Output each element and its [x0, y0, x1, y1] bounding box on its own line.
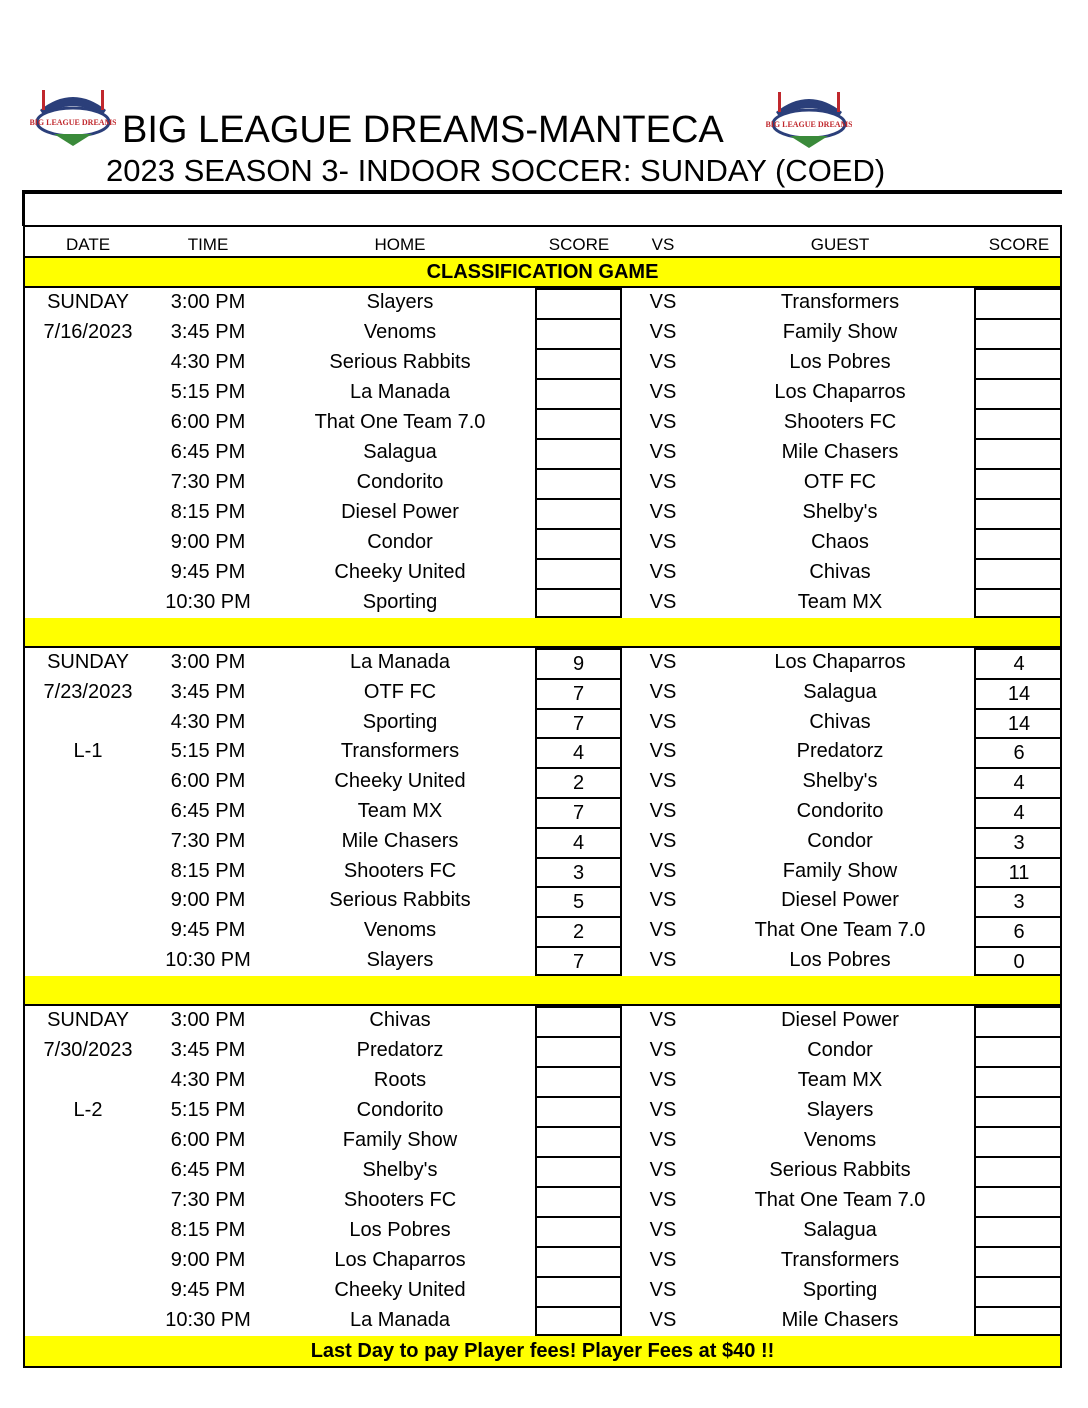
schedule-section-7-16: [25, 288, 1060, 618]
home-team: Predatorz: [356, 1038, 444, 1061]
guest-score-box: [974, 1306, 1062, 1336]
game-row: [25, 916, 1060, 946]
guest-score-box: 3: [974, 827, 1062, 857]
vs-label: VS: [649, 381, 677, 403]
game-row: [25, 528, 1060, 558]
date-cell: 7/23/2023: [43, 680, 133, 703]
title-divider-box: [22, 190, 1062, 226]
home-score-box: [535, 1156, 622, 1186]
vs-label: VS: [649, 411, 677, 433]
time-cell: 6:00 PM: [170, 411, 246, 433]
game-row: [25, 318, 1060, 348]
guest-score-box: [974, 438, 1062, 468]
vs-label: VS: [649, 441, 677, 463]
home-score-box: [535, 408, 622, 438]
guest-score-box: [974, 288, 1062, 318]
time-cell: 3:45 PM: [170, 1038, 246, 1061]
home-score-box: [535, 1306, 622, 1336]
time-cell: 9:45 PM: [170, 1278, 246, 1301]
home-score-box: 4: [535, 827, 622, 857]
home-team: Cheeky United: [334, 770, 466, 793]
vs-label: VS: [649, 591, 677, 613]
game-row: [25, 1036, 1060, 1066]
time-cell: 6:00 PM: [170, 770, 246, 793]
page-subtitle: 2023 SEASON 3- INDOOR SOCCER: SUNDAY (COED): [106, 153, 886, 188]
header-guest-score: SCORE: [988, 235, 1050, 254]
page-title: BIG LEAGUE DREAMS-MANTECA: [122, 109, 724, 151]
game-row: [25, 797, 1060, 827]
home-score-box: 7: [535, 708, 622, 738]
vs-label: VS: [649, 829, 677, 852]
home-team: Venoms: [363, 919, 437, 942]
home-score-box: [535, 1006, 622, 1036]
home-score-box: [535, 498, 622, 528]
vs-label: VS: [649, 531, 677, 553]
guest-score-box: [974, 348, 1062, 378]
game-row: [25, 857, 1060, 887]
time-cell: 10:30 PM: [165, 948, 251, 971]
home-score-box: 7: [535, 797, 622, 827]
home-team: Sporting: [362, 710, 438, 733]
vs-label: VS: [649, 501, 677, 523]
guest-team: Salagua: [803, 680, 877, 703]
guest-score-box: 3: [974, 886, 1062, 916]
guest-team: Shelby's: [802, 501, 878, 523]
guest-score-box: [974, 1006, 1062, 1036]
guest-team: Chaos: [811, 531, 869, 553]
time-cell: 6:45 PM: [170, 441, 246, 463]
home-team: Los Chaparros: [334, 1248, 466, 1271]
home-team: La Manada: [349, 381, 451, 403]
guest-team: Team MX: [797, 1068, 883, 1091]
vs-label: VS: [649, 1158, 677, 1181]
date-cell: 7/30/2023: [43, 1038, 133, 1061]
home-team: Cheeky United: [334, 561, 466, 583]
date-cell: 7/16/2023: [43, 321, 133, 343]
guest-team: Chivas: [809, 561, 871, 583]
guest-score-box: [974, 1126, 1062, 1156]
home-score-box: 7: [535, 678, 622, 708]
guest-team: Family Show: [782, 321, 898, 343]
game-row: [25, 468, 1060, 498]
vs-label: VS: [649, 471, 677, 493]
guest-score-box: 11: [974, 857, 1062, 887]
guest-team: Salagua: [803, 1218, 877, 1241]
game-row: [25, 1006, 1060, 1036]
home-team: Cheeky United: [334, 1278, 466, 1301]
date-cell: SUNDAY: [47, 651, 129, 673]
date-cell: SUNDAY: [47, 1008, 129, 1031]
section-separator: [25, 618, 1060, 648]
home-score-box: 4: [535, 737, 622, 767]
date-cell: SUNDAY: [47, 291, 129, 313]
game-row: [25, 1276, 1060, 1306]
guest-score-box: [974, 378, 1062, 408]
home-score-box: [535, 1246, 622, 1276]
guest-score-box: [974, 1036, 1062, 1066]
svg-text:BIG LEAGUE DREAMS: BIG LEAGUE DREAMS: [30, 118, 116, 127]
time-cell: 5:15 PM: [170, 381, 246, 403]
guest-score-box: [974, 1186, 1062, 1216]
home-score-box: [535, 438, 622, 468]
time-cell: 9:00 PM: [170, 889, 246, 912]
home-team: Transformers: [340, 740, 460, 763]
guest-score-box: [974, 1156, 1062, 1186]
time-cell: 6:45 PM: [170, 1158, 246, 1181]
home-team: Team MX: [357, 799, 443, 822]
guest-score-box: 0: [974, 946, 1062, 976]
vs-label: VS: [649, 680, 677, 703]
time-cell: 5:15 PM: [170, 740, 246, 763]
home-team: La Manada: [349, 651, 451, 673]
home-score-box: 2: [535, 916, 622, 946]
guest-team: Diesel Power: [781, 1008, 899, 1031]
home-score-box: 7: [535, 946, 622, 976]
header-vs: VS: [651, 235, 675, 254]
time-cell: 8:15 PM: [170, 859, 246, 882]
game-row: [25, 737, 1060, 767]
home-score-box: [535, 1276, 622, 1306]
time-cell: 9:45 PM: [170, 561, 246, 583]
guest-score-box: [974, 558, 1062, 588]
guest-team: That One Team 7.0: [754, 1188, 926, 1211]
home-team: Serious Rabbits: [329, 351, 471, 373]
guest-team: Mile Chasers: [781, 441, 899, 463]
time-cell: 5:15 PM: [170, 1098, 246, 1121]
guest-team: Los Pobres: [789, 948, 891, 971]
home-score-box: [535, 558, 622, 588]
guest-score-box: [974, 498, 1062, 528]
time-cell: 3:00 PM: [170, 291, 246, 313]
guest-team: Los Chaparros: [774, 651, 906, 673]
vs-label: VS: [649, 889, 677, 912]
home-team: Mile Chasers: [341, 829, 459, 852]
guest-team: Venoms: [803, 1128, 877, 1151]
time-cell: 9:45 PM: [170, 919, 246, 942]
home-score-box: [535, 1216, 622, 1246]
home-team: Shelby's: [362, 1158, 438, 1181]
home-score-box: [535, 318, 622, 348]
vs-label: VS: [649, 561, 677, 583]
game-row: [25, 1096, 1060, 1126]
guest-score-box: 14: [974, 708, 1062, 738]
big-league-dreams-logo-left: [30, 82, 116, 148]
home-team: Diesel Power: [341, 501, 459, 523]
time-cell: 3:00 PM: [170, 651, 246, 673]
guest-score-box: [974, 1276, 1062, 1306]
time-cell: 9:00 PM: [170, 1248, 246, 1271]
guest-score-box: [974, 588, 1062, 618]
guest-team: Shooters FC: [783, 411, 897, 433]
guest-team: Shelby's: [802, 770, 878, 793]
guest-score-box: 4: [974, 767, 1062, 797]
time-cell: 10:30 PM: [165, 591, 251, 613]
guest-team: Team MX: [797, 591, 883, 613]
home-team: Venoms: [363, 321, 437, 343]
home-team: Condor: [367, 531, 433, 553]
guest-team: Serious Rabbits: [769, 1158, 911, 1181]
guest-team: Condor: [807, 1038, 873, 1061]
home-team: That One Team 7.0: [314, 411, 486, 433]
guest-team: Slayers: [806, 1098, 874, 1121]
time-cell: 3:00 PM: [170, 1008, 246, 1031]
vs-label: VS: [649, 948, 677, 971]
time-cell: 10:30 PM: [165, 1308, 251, 1331]
svg-text:BIG LEAGUE DREAMS: BIG LEAGUE DREAMS: [766, 120, 852, 129]
home-score-box: 3: [535, 857, 622, 887]
guest-team: Chivas: [809, 710, 871, 733]
guest-team: Predatorz: [796, 740, 884, 763]
header-time: TIME: [187, 235, 229, 254]
home-team: La Manada: [349, 1308, 451, 1331]
guest-score-box: [974, 468, 1062, 498]
guest-score-box: 6: [974, 916, 1062, 946]
vs-label: VS: [649, 740, 677, 763]
vs-label: VS: [649, 710, 677, 733]
home-score-box: [535, 378, 622, 408]
vs-label: VS: [649, 1098, 677, 1121]
home-team: Family Show: [342, 1128, 458, 1151]
home-team: Slayers: [366, 948, 434, 971]
home-team: OTF FC: [363, 680, 437, 703]
game-row: [25, 1306, 1060, 1336]
header-home-score: SCORE: [548, 235, 610, 254]
home-score-box: [535, 1036, 622, 1066]
vs-label: VS: [649, 919, 677, 942]
time-cell: 6:45 PM: [170, 799, 246, 822]
vs-label: VS: [649, 1278, 677, 1301]
home-team: Serious Rabbits: [329, 889, 471, 912]
schedule-section-7-23: [25, 648, 1060, 976]
time-cell: 3:45 PM: [170, 321, 246, 343]
game-row: [25, 438, 1060, 468]
guest-team: Los Pobres: [789, 351, 891, 373]
vs-label: VS: [649, 1248, 677, 1271]
game-row: [25, 1126, 1060, 1156]
guest-score-box: [974, 1216, 1062, 1246]
vs-label: VS: [649, 351, 677, 373]
time-cell: 3:45 PM: [170, 680, 246, 703]
vs-label: VS: [649, 1308, 677, 1331]
game-row: [25, 708, 1060, 738]
time-cell: 8:15 PM: [170, 501, 246, 523]
game-row: [25, 348, 1060, 378]
guest-team: Los Chaparros: [774, 381, 906, 403]
header-date: DATE: [65, 235, 111, 254]
guest-score-box: [974, 1246, 1062, 1276]
vs-label: VS: [649, 651, 677, 673]
game-row: [25, 827, 1060, 857]
home-team: Salagua: [363, 441, 437, 463]
game-row: [25, 886, 1060, 916]
home-score-box: [535, 1066, 622, 1096]
game-row: [25, 1216, 1060, 1246]
game-row: [25, 498, 1060, 528]
game-row: [25, 288, 1060, 318]
game-row: [25, 558, 1060, 588]
time-cell: 4:30 PM: [170, 1068, 246, 1091]
vs-label: VS: [649, 1038, 677, 1061]
guest-team: Condor: [807, 829, 873, 852]
home-score-box: [535, 348, 622, 378]
schedule-table: [23, 225, 1062, 1368]
home-score-box: [535, 1186, 622, 1216]
guest-team: Family Show: [782, 859, 898, 882]
guest-score-box: 4: [974, 648, 1062, 678]
home-team: Roots: [373, 1068, 427, 1091]
guest-score-box: 14: [974, 678, 1062, 708]
home-team: Condorito: [356, 1098, 444, 1121]
home-score-box: 2: [535, 767, 622, 797]
vs-label: VS: [649, 859, 677, 882]
game-row: [25, 767, 1060, 797]
guest-score-box: [974, 408, 1062, 438]
time-cell: 7:30 PM: [170, 829, 246, 852]
guest-score-box: [974, 318, 1062, 348]
time-cell: 7:30 PM: [170, 471, 246, 493]
home-team: Chivas: [369, 1008, 431, 1031]
section-separator: [25, 976, 1060, 1006]
home-team: Shooters FC: [343, 859, 457, 882]
time-cell: 9:00 PM: [170, 531, 246, 553]
guest-team: Sporting: [802, 1278, 878, 1301]
guest-team: Condorito: [796, 799, 884, 822]
time-cell: 7:30 PM: [170, 1188, 246, 1211]
home-team: Sporting: [362, 591, 438, 613]
vs-label: VS: [649, 321, 677, 343]
classification-banner: CLASSIFICATION GAME: [25, 258, 1060, 288]
home-team: Shooters FC: [343, 1188, 457, 1211]
game-row: [25, 1066, 1060, 1096]
guest-team: Transformers: [780, 291, 900, 313]
vs-label: VS: [649, 1008, 677, 1031]
vs-label: VS: [649, 291, 677, 313]
time-cell: 4:30 PM: [170, 710, 246, 733]
time-cell: 8:15 PM: [170, 1218, 246, 1241]
game-row: [25, 378, 1060, 408]
big-league-dreams-logo-right: [766, 84, 852, 150]
guest-score-box: [974, 528, 1062, 558]
header-home: HOME: [374, 235, 426, 254]
game-row: [25, 946, 1060, 976]
date-cell: L-2: [73, 1098, 103, 1121]
home-team: Condorito: [356, 471, 444, 493]
guest-score-box: [974, 1096, 1062, 1126]
guest-team: OTF FC: [803, 471, 877, 493]
guest-team: Transformers: [780, 1248, 900, 1271]
date-cell: L-1: [73, 740, 103, 763]
game-row: [25, 1246, 1060, 1276]
home-team: Slayers: [366, 291, 434, 313]
game-row: [25, 678, 1060, 708]
game-row: [25, 1186, 1060, 1216]
vs-label: VS: [649, 1188, 677, 1211]
home-score-box: [535, 288, 622, 318]
home-score-box: 9: [535, 648, 622, 678]
home-score-box: [535, 1096, 622, 1126]
home-score-box: [535, 1126, 622, 1156]
time-cell: 6:00 PM: [170, 1128, 246, 1151]
guest-score-box: 4: [974, 797, 1062, 827]
game-row: [25, 1156, 1060, 1186]
game-row: [25, 648, 1060, 678]
header-guest: GUEST: [810, 235, 870, 254]
vs-label: VS: [649, 1128, 677, 1151]
guest-team: Diesel Power: [781, 889, 899, 912]
home-team: Los Pobres: [349, 1218, 451, 1241]
guest-score-box: [974, 1066, 1062, 1096]
game-row: [25, 588, 1060, 618]
game-row: [25, 408, 1060, 438]
home-score-box: [535, 528, 622, 558]
home-score-box: 5: [535, 886, 622, 916]
time-cell: 4:30 PM: [170, 351, 246, 373]
guest-team: That One Team 7.0: [754, 919, 926, 942]
home-score-box: [535, 468, 622, 498]
guest-team: Mile Chasers: [781, 1308, 899, 1331]
footer-note: Last Day to pay Player fees! Player Fees at $40 !!: [25, 1336, 1060, 1366]
vs-label: VS: [649, 1068, 677, 1091]
vs-label: VS: [649, 1218, 677, 1241]
guest-score-box: 6: [974, 737, 1062, 767]
vs-label: VS: [649, 770, 677, 793]
schedule-section-7-30: [25, 1006, 1060, 1336]
vs-label: VS: [649, 799, 677, 822]
home-score-box: [535, 588, 622, 618]
column-headers: [25, 227, 1060, 258]
